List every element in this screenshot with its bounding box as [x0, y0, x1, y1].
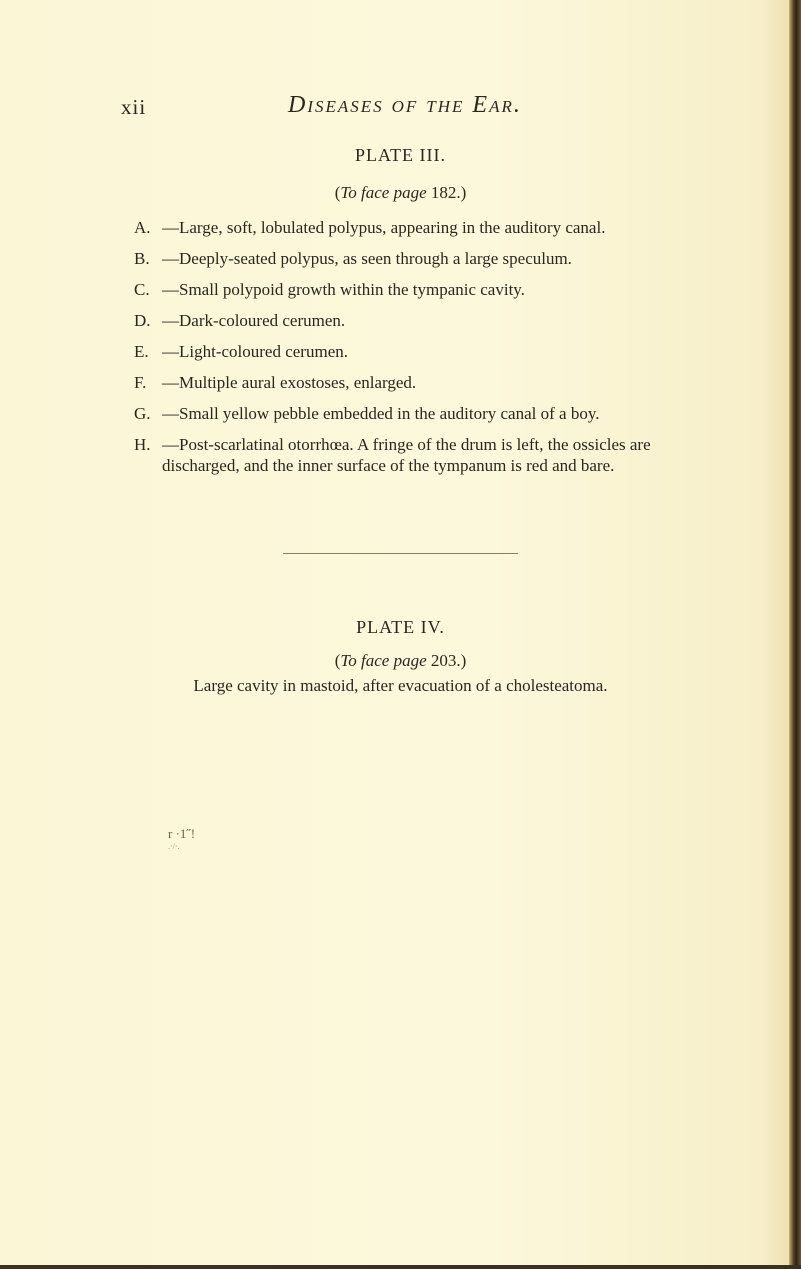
list-item	[134, 279, 714, 300]
list-item	[134, 341, 714, 362]
plate-3-list	[134, 217, 714, 486]
plate-4-face-page: (To face page 203.)	[334, 651, 467, 670]
item-text: —Post-scarlatinal otorrhœa. A fringe of the drum is left, the ossicles are discharged, and the inner surface of the tympanum is red and bare.	[162, 435, 651, 475]
face-page-number: 203.	[430, 651, 461, 670]
item-letter: H.	[134, 435, 151, 454]
list-item	[134, 310, 714, 331]
item-letter: C.	[134, 280, 150, 299]
item-text: —Multiple aural exostoses, enlarged.	[162, 373, 417, 392]
face-page-number: 182.	[430, 183, 461, 202]
item-text: —Deeply-seated polypus, as seen through a large speculum.	[162, 249, 572, 268]
item-text: —Small yellow pebble embedded in the auditory canal of a boy.	[162, 404, 600, 423]
item-letter: F.	[134, 373, 147, 392]
list-item	[134, 434, 714, 476]
item-letter: A.	[134, 218, 151, 237]
section-divider	[283, 553, 518, 554]
list-item	[134, 403, 714, 424]
plate-4-description: Large cavity in mastoid, after evacuation of a cholesteatoma.	[193, 676, 608, 695]
stray-marks-small: .·/·.	[168, 842, 180, 851]
list-item	[134, 372, 714, 393]
stray-marks: r ·1˝!	[168, 826, 196, 841]
list-item	[134, 248, 714, 269]
item-letter: D.	[134, 311, 151, 330]
item-text: —Light-coloured cerumen.	[162, 342, 348, 361]
running-head	[0, 92, 801, 125]
running-title: Diseases of the Ear.	[288, 92, 522, 118]
item-letter: B.	[134, 249, 150, 268]
face-page-label: To face page	[340, 183, 427, 202]
plate-4-heading: PLATE IV.	[356, 617, 445, 637]
plate-3-face-page: (To face page 182.)	[334, 183, 467, 202]
list-item	[134, 217, 714, 238]
item-text: —Dark-coloured cerumen.	[162, 311, 346, 330]
page-edge	[789, 0, 801, 1269]
bottom-edge	[0, 1265, 801, 1269]
plate-3-heading: PLATE III.	[355, 145, 446, 165]
face-page-label: To face page	[340, 651, 427, 670]
item-letter: G.	[134, 404, 151, 423]
item-letter: E.	[134, 342, 149, 361]
page-number: xii	[121, 95, 147, 119]
item-text: —Large, soft, lobulated polypus, appearing in the auditory canal.	[162, 218, 606, 237]
item-text: —Small polypoid growth within the tympanic cavity.	[162, 280, 525, 299]
